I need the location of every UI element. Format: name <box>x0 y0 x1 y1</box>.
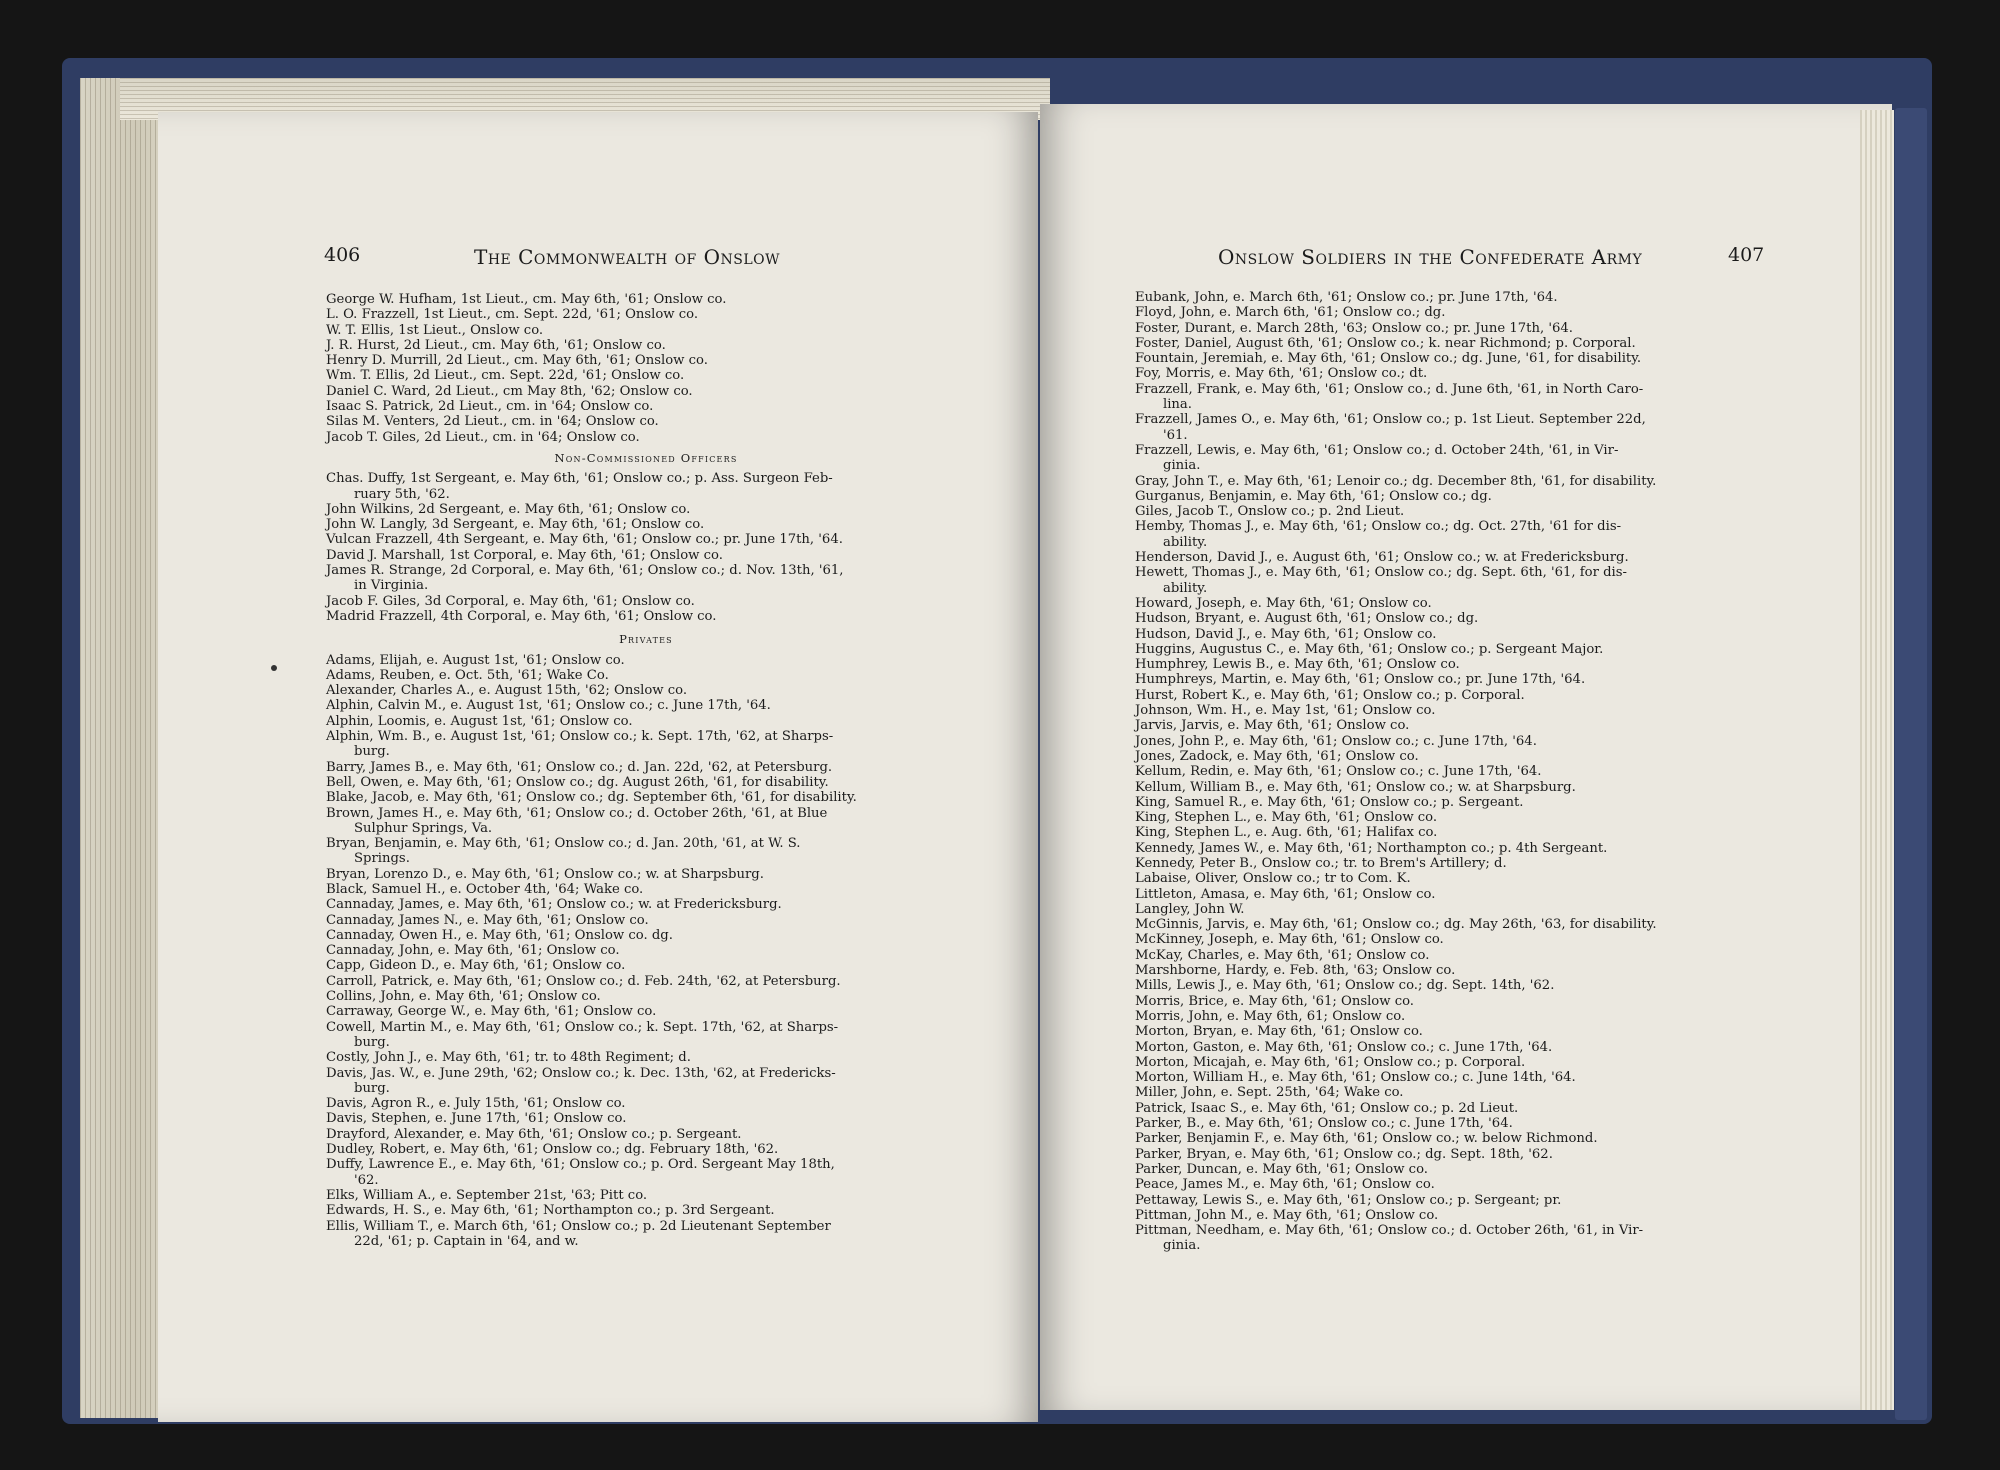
roster-entry: Daniel C. Ward, 2d Lieut., cm May 8th, '62; Onslow co. <box>326 383 693 399</box>
roster-entry: Costly, John J., e. May 6th, '61; tr. to 48th Regiment; d. <box>326 1050 691 1066</box>
entry-continuation: Springs. <box>354 851 410 867</box>
page-number: 406 <box>324 244 361 266</box>
roster-entry: Barry, James B., e. May 6th, '61; Onslow co.; d. Jan. 22d, '62, at Petersburg. <box>326 759 833 775</box>
entry-continuation: in Virginia. <box>354 578 429 594</box>
roster-entry: Frazzell, Frank, e. May 6th, '61; Onslow co.; d. June 6th, '61, in North Caro- <box>1135 381 1644 397</box>
roster-entry: Kennedy, James W., e. May 6th, '61; Northampton co.; p. 4th Sergeant. <box>1135 840 1608 856</box>
roster-entry: Blake, Jacob, e. May 6th, '61; Onslow co.; dg. September 6th, '61, for disability. <box>326 790 857 806</box>
roster-entry: King, Samuel R., e. May 6th, '61; Onslow co.; p. Sergeant. <box>1135 794 1524 810</box>
roster-entry: Ellis, William T., e. March 6th, '61; Onslow co.; p. 2d Lieutenant September <box>326 1218 831 1234</box>
roster-entry: King, Stephen L., e. Aug. 6th, '61; Halifax co. <box>1135 825 1438 841</box>
roster-entry: Parker, B., e. May 6th, '61; Onslow co.; c. June 17th, '64. <box>1135 1116 1513 1132</box>
roster-entry: Huggins, Augustus C., e. May 6th, '61; Onslow co.; p. Sergeant Major. <box>1135 641 1604 657</box>
roster-entry: Jarvis, Jarvis, e. May 6th, '61; Onslow co. <box>1135 718 1410 734</box>
roster-entry: Cannaday, James, e. May 6th, '61; Onslow co.; w. at Fredericksburg. <box>326 897 782 913</box>
roster-entry: L. O. Frazzell, 1st Lieut., cm. Sept. 22d, '61; Onslow co. <box>326 307 699 323</box>
roster-entry: Brown, James H., e. May 6th, '61; Onslow co.; d. October 26th, '61, at Blue <box>326 805 828 821</box>
entry-continuation: ability. <box>1163 580 1208 596</box>
roster-entry: Morris, Brice, e. May 6th, '61; Onslow co. <box>1135 993 1415 1009</box>
roster-entry: Adams, Elijah, e. August 1st, '61; Onslow co. <box>326 652 625 668</box>
roster-entry: Humphreys, Martin, e. May 6th, '61; Onslow co.; pr. June 17th, '64. <box>1135 672 1586 688</box>
section-heading: Non-Commissioned Officers <box>554 450 738 465</box>
roster-entry: McKinney, Joseph, e. May 6th, '61; Onslow co. <box>1135 932 1444 948</box>
roster-entry: Edwards, H. S., e. May 6th, '61; Northampton co.; p. 3rd Sergeant. <box>326 1203 775 1219</box>
roster-entry: Langley, John W. <box>1135 901 1245 917</box>
entry-continuation: '61. <box>1163 427 1188 443</box>
entry-continuation: ruary 5th, '62. <box>354 486 450 502</box>
roster-entry: Cannaday, James N., e. May 6th, '61; Onslow co. <box>326 912 649 928</box>
roster-entry: Davis, Jas. W., e. June 29th, '62; Onslow co.; k. Dec. 13th, '62, at Fredericks- <box>326 1065 836 1081</box>
right-page <box>1040 104 1892 1410</box>
roster-column <box>1135 290 1765 1254</box>
roster-entry: Labaise, Oliver, Onslow co.; tr to Com. K. <box>1135 871 1411 887</box>
entry-continuation: ginia. <box>1163 1238 1201 1254</box>
roster-entry: Kennedy, Peter B., Onslow co.; tr. to Brem's Artillery; d. <box>1135 855 1507 871</box>
roster-entry: Bryan, Lorenzo D., e. May 6th, '61; Onslow co.; w. at Sharpsburg. <box>326 866 764 882</box>
roster-entry: Silas M. Venters, 2d Lieut., cm. in '64; Onslow co. <box>326 414 659 430</box>
roster-entry: Giles, Jacob T., Onslow co.; p. 2nd Lieut. <box>1135 504 1405 520</box>
running-header: The Commonwealth of Onslow <box>474 245 781 269</box>
roster-entry: Fountain, Jeremiah, e. May 6th, '61; Onslow co.; dg. June, '61, for disability. <box>1135 351 1642 367</box>
roster-entry: Jacob F. Giles, 3d Corporal, e. May 6th, '61; Onslow co. <box>326 593 695 609</box>
roster-entry: Vulcan Frazzell, 4th Sergeant, e. May 6th, '61; Onslow co.; pr. June 17th, '64. <box>326 532 843 548</box>
page-number: 407 <box>1728 244 1765 266</box>
roster-entry: Bell, Owen, e. May 6th, '61; Onslow co.; dg. August 26th, '61, for disability. <box>326 774 829 790</box>
roster-entry: Hudson, David J., e. May 6th, '61; Onslow co. <box>1135 626 1437 642</box>
roster-entry: Isaac S. Patrick, 2d Lieut., cm. in '64; Onslow co. <box>326 399 654 415</box>
roster-entry: Jones, John P., e. May 6th, '61; Onslow co.; c. June 17th, '64. <box>1135 733 1537 749</box>
entry-continuation: '62. <box>354 1172 379 1188</box>
roster-entry: Humphrey, Lewis B., e. May 6th, '61; Onslow co. <box>1135 657 1460 673</box>
roster-entry: Cannaday, Owen H., e. May 6th, '61; Onslow co. dg. <box>326 927 673 943</box>
roster-entry: Foster, Durant, e. March 28th, '63; Onslow co.; pr. June 17th, '64. <box>1135 320 1573 336</box>
roster-entry: Hurst, Robert K., e. May 6th, '61; Onslow co.; p. Corporal. <box>1135 687 1525 703</box>
roster-entry: Henry D. Murrill, 2d Lieut., cm. May 6th, '61; Onslow co. <box>326 353 708 369</box>
entry-continuation: ability. <box>1163 534 1208 550</box>
roster-entry: Pittman, Needham, e. May 6th, '61; Onslow co.; d. October 26th, '61, in Vir- <box>1135 1223 1644 1239</box>
roster-entry: Parker, Duncan, e. May 6th, '61; Onslow co. <box>1135 1161 1428 1177</box>
roster-entry: Cannaday, John, e. May 6th, '61; Onslow co. <box>326 943 620 959</box>
roster-entry: George W. Hufham, 1st Lieut., cm. May 6th, '61; Onslow co. <box>326 292 727 307</box>
roster-entry: Jones, Zadock, e. May 6th, '61; Onslow co. <box>1135 748 1419 764</box>
roster-entry: Johnson, Wm. H., e. May 1st, '61; Onslow co. <box>1135 703 1436 719</box>
roster-entry: Morton, Micajah, e. May 6th, '61; Onslow co.; p. Corporal. <box>1135 1054 1526 1070</box>
roster-entry: Hewett, Thomas J., e. May 6th, '61; Onslow co.; dg. Sept. 6th, '61, for dis- <box>1135 565 1627 581</box>
roster-entry: Pittman, John M., e. May 6th, '61; Onslow co. <box>1135 1207 1439 1223</box>
roster-entry: Capp, Gideon D., e. May 6th, '61; Onslow co. <box>326 958 626 974</box>
roster-entry: Chas. Duffy, 1st Sergeant, e. May 6th, '61; Onslow co.; p. Ass. Surgeon Feb- <box>326 471 833 487</box>
roster-entry: Adams, Reuben, e. Oct. 5th, '61; Wake Co. <box>326 667 609 683</box>
entry-continuation: Sulphur Springs, Va. <box>354 820 493 836</box>
roster-entry: Frazzell, Lewis, e. May 6th, '61; Onslow co.; d. October 24th, '61, in Vir- <box>1135 442 1619 458</box>
officers-list <box>326 292 966 445</box>
roster-entry: Carroll, Patrick, e. May 6th, '61; Onslow co.; d. Feb. 24th, '62, at Petersburg. <box>326 973 841 989</box>
roster-entry: Alphin, Calvin M., e. August 1st, '61; Onslow co.; c. June 17th, '64. <box>326 698 771 714</box>
roster-entry: Duffy, Lawrence E., e. May 6th, '61; Onslow co.; p. Ord. Sergeant May 18th, <box>326 1157 835 1173</box>
roster-entry: Collins, John, e. May 6th, '61; Onslow co. <box>326 989 601 1005</box>
roster-entry: Foy, Morris, e. May 6th, '61; Onslow co.; dt. <box>1135 366 1428 382</box>
roster-entry: Morton, Gaston, e. May 6th, '61; Onslow co.; c. June 17th, '64. <box>1135 1039 1553 1055</box>
running-header: Onslow Soldiers in the Confederate Army <box>1218 245 1643 269</box>
roster-entry: J. R. Hurst, 2d Lieut., cm. May 6th, '61; Onslow co. <box>326 337 666 353</box>
entry-continuation: lina. <box>1163 397 1192 413</box>
entries-list <box>1135 290 1765 1254</box>
roster-entry: Carraway, George W., e. May 6th, '61; Onslow co. <box>326 1004 657 1020</box>
roster-entry: Henderson, David J., e. August 6th, '61; Onslow co.; w. at Fredericksburg. <box>1135 550 1629 566</box>
entry-continuation: burg. <box>354 744 390 760</box>
page-stack-edge <box>1860 110 1894 1410</box>
roster-entry: Drayford, Alexander, e. May 6th, '61; Onslow co.; p. Sergeant. <box>326 1126 742 1142</box>
roster-entry: Black, Samuel H., e. October 4th, '64; Wake co. <box>326 881 644 897</box>
roster-entry: Davis, Agron R., e. July 15th, '61; Onslow co. <box>326 1096 626 1112</box>
roster-entry: Foster, Daniel, August 6th, '61; Onslow co.; k. near Richmond; p. Corporal. <box>1135 335 1636 351</box>
privates-list <box>326 653 966 1250</box>
roster-entry: Gray, John T., e. May 6th, '61; Lenoir co.; dg. December 8th, '61, for disability. <box>1135 473 1657 489</box>
roster-entry: Cowell, Martin M., e. May 6th, '61; Onslow co.; k. Sept. 17th, '62, at Sharps- <box>326 1019 839 1035</box>
roster-entry: Parker, Benjamin F., e. May 6th, '61; Onslow co.; w. below Richmond. <box>1135 1131 1598 1147</box>
roster-entry: Patrick, Isaac S., e. May 6th, '61; Onslow co.; p. 2d Lieut. <box>1135 1100 1519 1116</box>
section-heading: Privates <box>619 632 673 647</box>
roster-entry: Davis, Stephen, e. June 17th, '61; Onslow co. <box>326 1111 627 1127</box>
roster-entry: John W. Langly, 3d Sergeant, e. May 6th, '61; Onslow co. <box>326 517 705 533</box>
roster-entry: Elks, William A., e. September 21st, '63; Pitt co. <box>326 1187 648 1203</box>
roster-entry: Gurganus, Benjamin, e. May 6th, '61; Onslow co.; dg. <box>1135 488 1492 504</box>
roster-entry: Madrid Frazzell, 4th Corporal, e. May 6th, '61; Onslow co. <box>326 608 717 624</box>
roster-entry: Eubank, John, e. March 6th, '61; Onslow co.; pr. June 17th, '64. <box>1135 290 1558 305</box>
roster-entry: King, Stephen L., e. May 6th, '61; Onslow co. <box>1135 810 1438 826</box>
roster-entry: McKay, Charles, e. May 6th, '61; Onslow co. <box>1135 947 1430 963</box>
roster-entry: Peace, James M., e. May 6th, '61; Onslow co. <box>1135 1177 1435 1193</box>
roster-entry: Mills, Lewis J., e. May 6th, '61; Onslow co.; dg. Sept. 14th, '62. <box>1135 978 1555 994</box>
left-page <box>158 112 1038 1422</box>
roster-entry: Marshborne, Hardy, e. Feb. 8th, '63; Onslow co. <box>1135 963 1456 979</box>
roster-entry: Floyd, John, e. March 6th, '61; Onslow co.; dg. <box>1135 305 1446 321</box>
roster-entry: Alphin, Loomis, e. August 1st, '61; Onslow co. <box>326 713 633 729</box>
roster-entry: McGinnis, Jarvis, e. May 6th, '61; Onslow co.; dg. May 26th, '63, for disability. <box>1135 917 1657 933</box>
roster-entry: Hemby, Thomas J., e. May 6th, '61; Onslow co.; dg. Oct. 27th, '61 for dis- <box>1135 519 1622 535</box>
roster-entry: Bryan, Benjamin, e. May 6th, '61; Onslow co.; d. Jan. 20th, '61, at W. S. <box>326 836 801 852</box>
roster-entry: Morton, Bryan, e. May 6th, '61; Onslow co. <box>1135 1024 1423 1040</box>
roster-entry: Pettaway, Lewis S., e. May 6th, '61; Onslow co.; p. Sergeant; pr. <box>1135 1192 1562 1208</box>
roster-entry: Hudson, Bryant, e. August 6th, '61; Onslow co.; dg. <box>1135 611 1479 627</box>
roster-entry: Alphin, Wm. B., e. August 1st, '61; Onslow co.; k. Sept. 17th, '62, at Sharps- <box>326 729 834 745</box>
roster-entry: Dudley, Robert, e. May 6th, '61; Onslow co.; dg. February 18th, '62. <box>326 1142 779 1158</box>
roster-entry: Howard, Joseph, e. May 6th, '61; Onslow co. <box>1135 595 1432 611</box>
roster-entry: Alexander, Charles A., e. August 15th, '62; Onslow co. <box>326 683 688 699</box>
roster-entry: Miller, John, e. Sept. 25th, '64; Wake co. <box>1135 1085 1404 1101</box>
roster-entry: Kellum, Redin, e. May 6th, '61; Onslow co.; c. June 17th, '64. <box>1135 764 1542 780</box>
roster-entry: Morris, John, e. May 6th, 61; Onslow co. <box>1135 1008 1406 1024</box>
roster-column <box>326 292 966 1249</box>
roster-entry: Kellum, William B., e. May 6th, '61; Onslow co.; w. at Sharpsburg. <box>1135 779 1576 795</box>
entry-continuation: burg. <box>354 1080 390 1096</box>
roster-entry: Frazzell, James O., e. May 6th, '61; Onslow co.; p. 1st Lieut. September 22d, <box>1135 412 1646 428</box>
roster-entry: Jacob T. Giles, 2d Lieut., cm. in '64; Onslow co. <box>326 429 640 445</box>
roster-entry: Wm. T. Ellis, 2d Lieut., cm. Sept. 22d, '61; Onslow co. <box>326 368 685 384</box>
entry-continuation: burg. <box>354 1034 390 1050</box>
roster-entry: W. T. Ellis, 1st Lieut., Onslow co. <box>326 322 544 338</box>
entry-continuation: ginia. <box>1163 458 1201 474</box>
roster-entry: David J. Marshall, 1st Corporal, e. May 6th, '61; Onslow co. <box>326 547 723 563</box>
roster-entry: John Wilkins, 2d Sergeant, e. May 6th, '61; Onslow co. <box>326 501 691 517</box>
nco-list <box>326 471 966 624</box>
ink-dot <box>271 665 277 671</box>
book-cover-edge <box>1895 108 1927 1420</box>
roster-entry: Parker, Bryan, e. May 6th, '61; Onslow co.; dg. Sept. 18th, '62. <box>1135 1146 1553 1162</box>
roster-entry: Morton, William H., e. May 6th, '61; Onslow co.; c. June 14th, '64. <box>1135 1070 1576 1086</box>
roster-entry: James R. Strange, 2d Corporal, e. May 6th, '61; Onslow co.; d. Nov. 13th, '61, <box>326 563 844 579</box>
entry-continuation: 22d, '61; p. Captain in '64, and w. <box>354 1233 579 1249</box>
roster-entry: Littleton, Amasa, e. May 6th, '61; Onslow co. <box>1135 886 1436 902</box>
